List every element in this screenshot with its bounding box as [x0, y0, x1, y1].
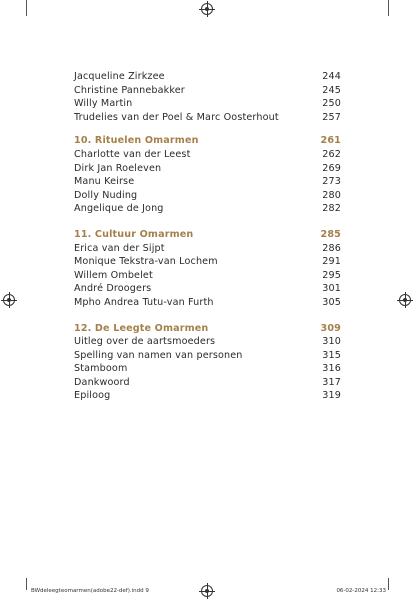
toc-entry-name: Angelique de Jong: [74, 203, 164, 215]
toc-entry-page: 273: [322, 176, 341, 188]
toc-entry-page: 282: [322, 203, 341, 215]
toc-entry-name: Monique Tekstra-van Lochem: [74, 256, 218, 268]
chapter-title: 10. Rituelen Omarmen: [74, 135, 199, 147]
toc-entry: [74, 175, 341, 189]
registration-mark-icon: [201, 585, 213, 597]
registration-mark-icon: [399, 294, 411, 306]
toc-entry: [74, 349, 341, 363]
toc-entry-name: Epiloog: [74, 390, 111, 402]
registration-mark-icon: [201, 3, 213, 15]
toc-entry-page: 291: [322, 256, 341, 268]
registration-mark-icon: [3, 294, 15, 306]
chapter-page: 309: [320, 322, 341, 334]
slug-date: 06-02-2024 12:33: [336, 588, 386, 594]
toc-entry: [74, 162, 341, 176]
toc-entry: [74, 282, 341, 296]
toc-entry-page: 257: [322, 111, 341, 123]
toc-entry-name: Dirk Jan Roeleven: [74, 162, 162, 174]
crop-mark-bottom-right: [388, 578, 389, 590]
crop-mark-bottom-left: [26, 578, 27, 590]
toc-section: [74, 70, 341, 124]
toc-entry: [74, 111, 341, 125]
chapter-page: 285: [320, 228, 341, 240]
toc-entry-page: 319: [322, 390, 341, 402]
toc-entry-name: Dolly Nuding: [74, 189, 138, 201]
chapter-title: 11. Cultuur Omarmen: [74, 228, 194, 240]
toc-entry-name: Willem Ombelet: [74, 269, 153, 281]
toc-entry: [74, 255, 341, 269]
toc-entry-name: Trudelies van der Poel & Marc Oosterhout: [74, 111, 279, 123]
toc-section: [74, 228, 341, 310]
toc-entry: [74, 97, 341, 111]
toc-entry-page: 245: [322, 84, 341, 96]
toc-entry-name: Stamboom: [74, 363, 128, 375]
toc-entry-page: 244: [322, 71, 341, 82]
toc-entry-page: 317: [322, 376, 341, 388]
toc-entry-page: 280: [322, 189, 341, 201]
toc-section: [74, 322, 341, 404]
toc-entry-name: Charlotte van der Leest: [74, 148, 191, 160]
toc-entry-name: Manu Keirse: [74, 176, 135, 188]
chapter-heading: [74, 322, 341, 336]
toc-entry-page: 310: [322, 336, 341, 348]
table-of-contents: [74, 70, 341, 403]
toc-entry-name: Spelling van namen van personen: [74, 349, 243, 361]
crop-mark-top-right: [388, 0, 389, 16]
toc-entry: [74, 84, 341, 98]
chapter-page: 261: [320, 135, 341, 147]
toc-entry-name: Uitleg over de aartsmoeders: [74, 336, 216, 348]
toc-entry-page: 316: [322, 363, 341, 375]
chapter-heading: [74, 134, 341, 148]
toc-entry-page: 269: [322, 162, 341, 174]
toc-entry-page: 295: [322, 269, 341, 281]
toc-entry: [74, 362, 341, 376]
toc-entry-name: André Droogers: [74, 283, 152, 295]
toc-entry-name: Christine Pannebakker: [74, 84, 185, 96]
toc-entry-page: 250: [322, 98, 341, 110]
toc-entry-page: 301: [322, 283, 341, 295]
toc-entry-name: Erica van der Sijpt: [74, 242, 165, 254]
toc-entry: [74, 189, 341, 203]
toc-entry-page: 315: [322, 349, 341, 361]
toc-entry-page: 262: [322, 148, 341, 160]
toc-entry: [74, 148, 341, 162]
toc-entry: [74, 269, 341, 283]
toc-entry-name: Willy Martin: [74, 98, 133, 110]
toc-entry: [74, 242, 341, 256]
slug-file-name: BWdeleegteomarmen(adobe22-def).indd 9: [31, 588, 149, 594]
chapter-heading: [74, 228, 341, 242]
toc-entry-name: Mpho Andrea Tutu-van Furth: [74, 296, 214, 308]
toc-entry: [74, 389, 341, 403]
toc-entry-page: 305: [322, 296, 341, 308]
toc-entry-name: Dankwoord: [74, 376, 130, 388]
toc-entry: [74, 296, 341, 310]
toc-entry: [74, 376, 341, 390]
toc-entry-page: 286: [322, 242, 341, 254]
toc-entry-name: Jacqueline Zirkzee: [74, 71, 165, 82]
crop-mark-top-left: [26, 0, 27, 16]
toc-section: [74, 134, 341, 216]
chapter-title: 12. De Leegte Omarmen: [74, 322, 209, 334]
toc-entry: [74, 70, 341, 84]
toc-entry: [74, 202, 341, 216]
toc-entry: [74, 335, 341, 349]
